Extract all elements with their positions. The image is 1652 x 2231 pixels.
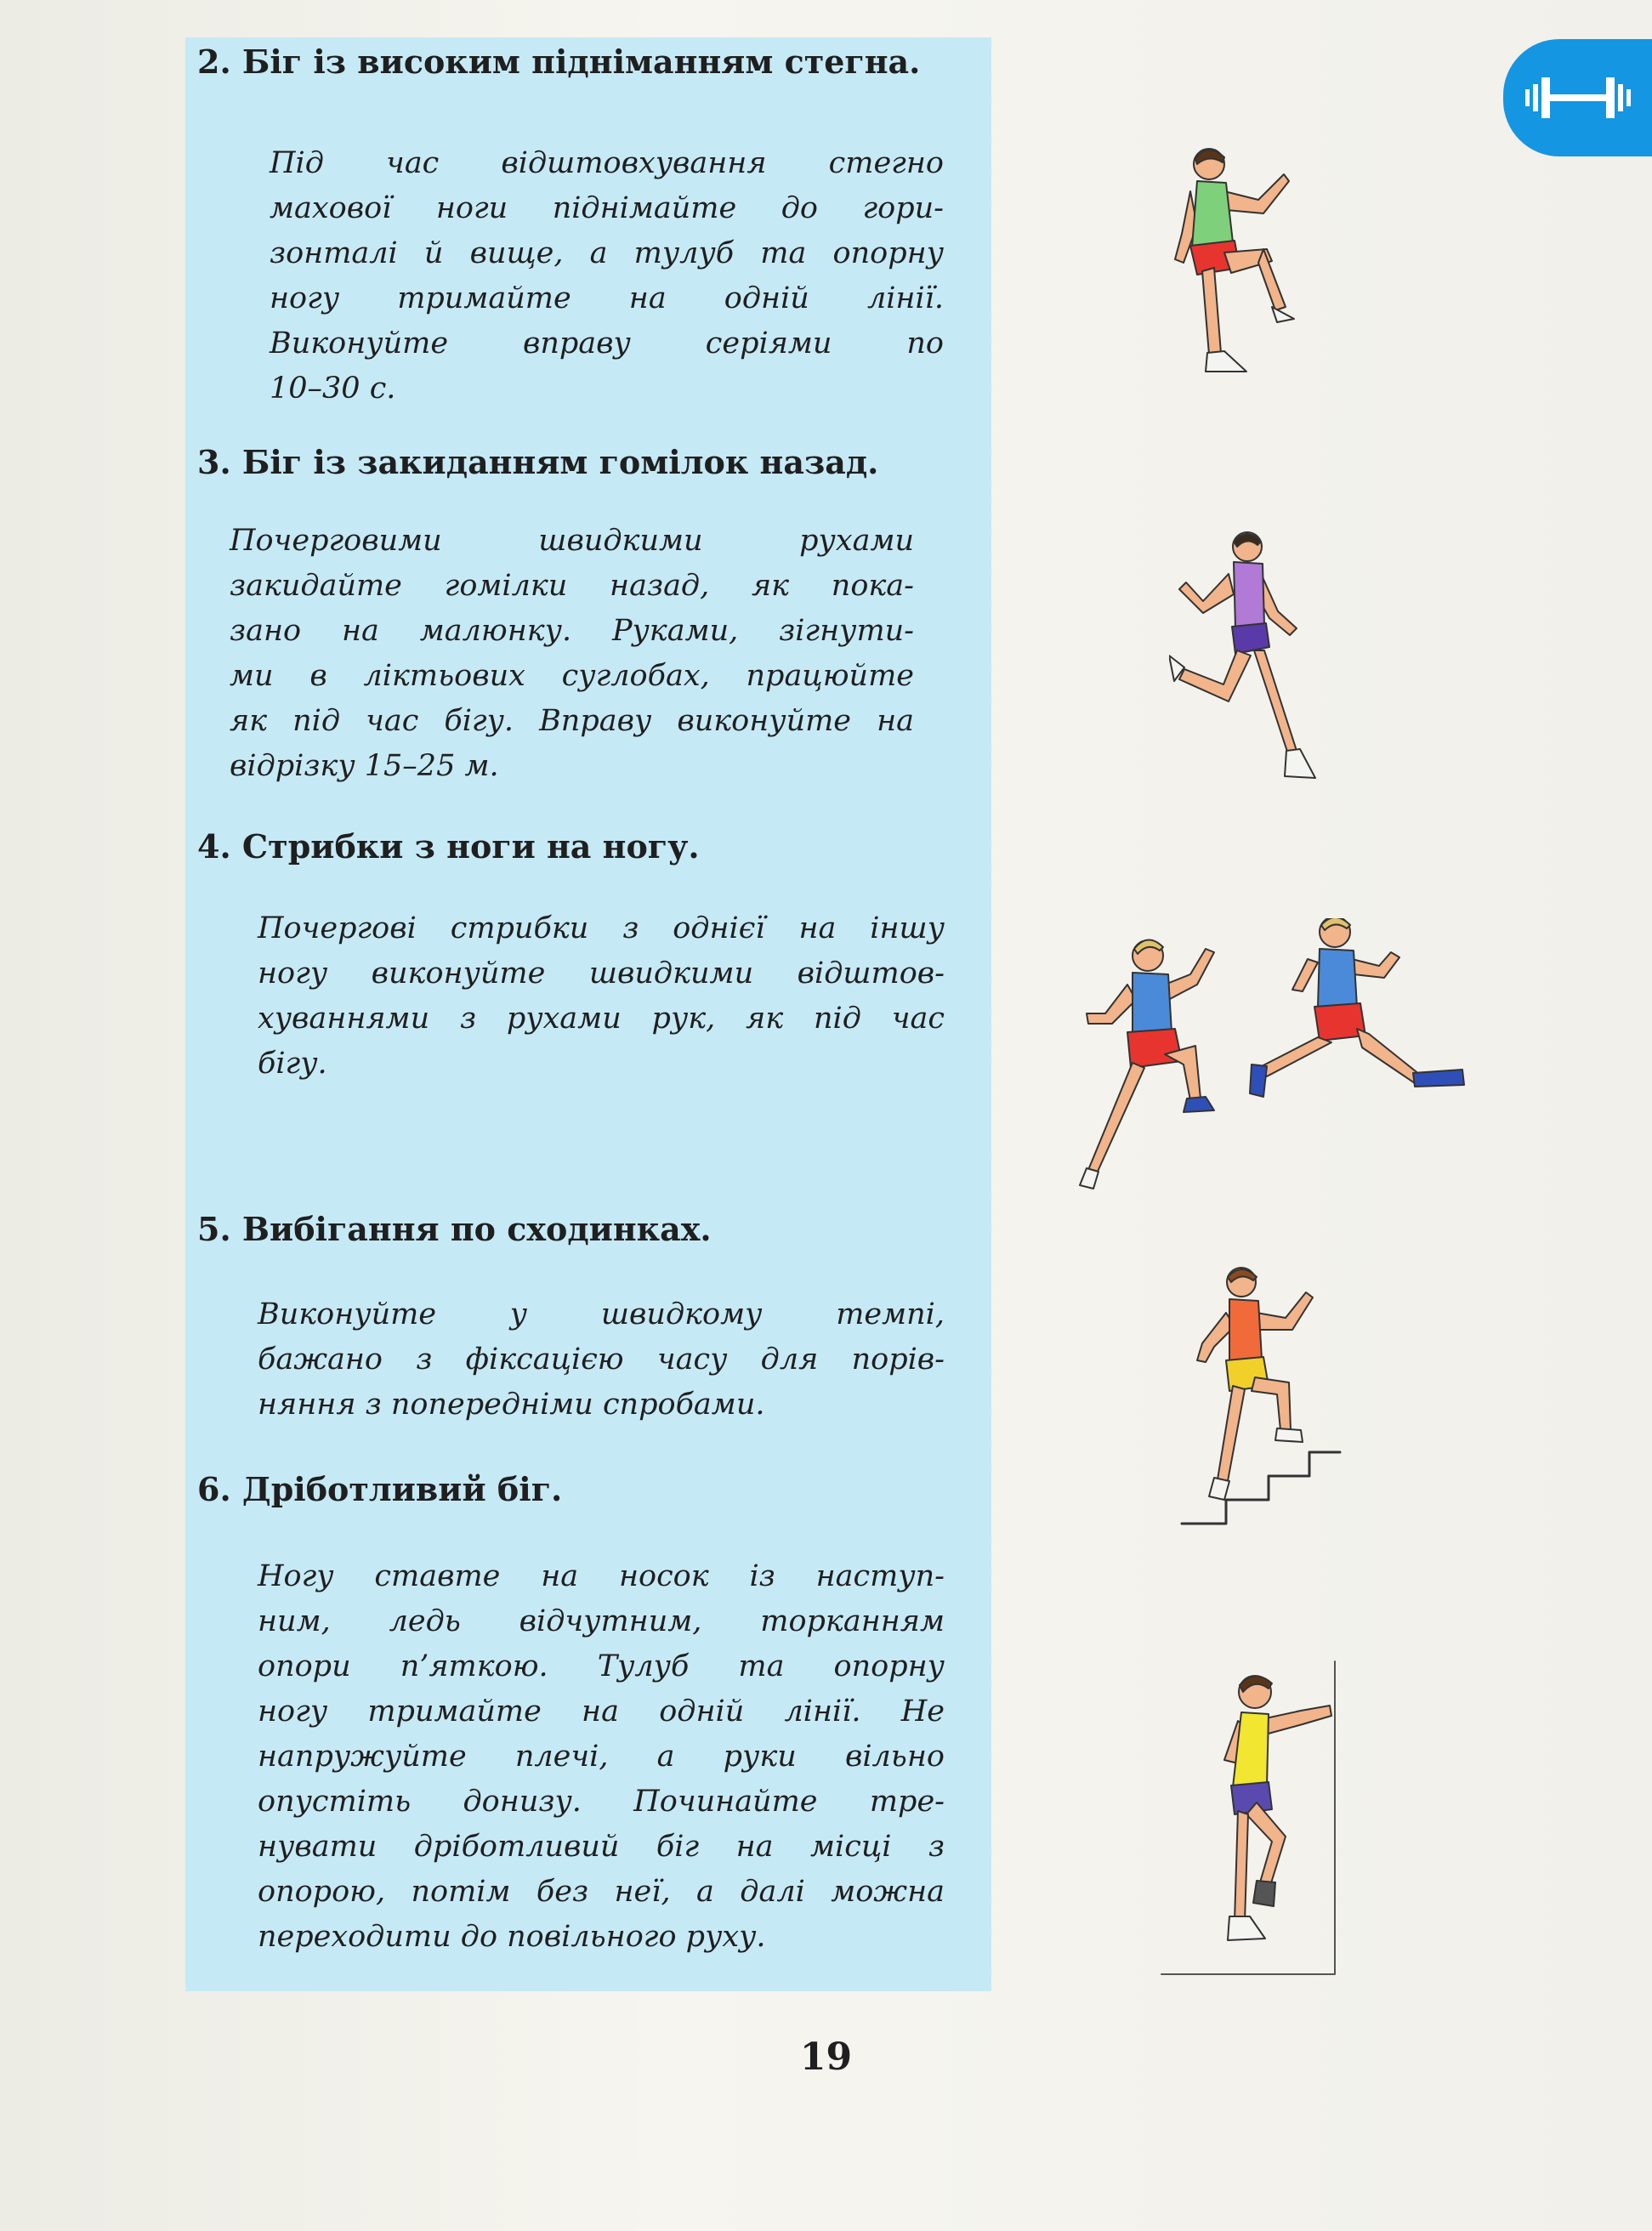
stair-runner-figure <box>1173 1258 1343 1539</box>
text-line: відрізку 15–25 м. <box>230 749 499 783</box>
page-number: 19 <box>799 2035 853 2079</box>
exercise-5-description <box>258 1292 945 1428</box>
text-line: Виконуйте вправу серіями по <box>270 326 944 360</box>
exercise-4-description <box>258 906 945 1087</box>
butt-kick-runner-figure <box>1169 523 1348 812</box>
text-line: бажано з фіксацією часу для порів- <box>258 1343 945 1377</box>
text-line: опорою, потім без неї, а далі можна <box>258 1875 945 1909</box>
text-line: ногу виконуйте швидкими відштов- <box>258 957 945 991</box>
text-line: ми в ліктьових суглобах, працюйте <box>230 659 914 693</box>
text-line: Почерговими швидкими рухами <box>230 524 914 558</box>
text-line: Ногу ставте на носок із наступ- <box>258 1559 945 1593</box>
text-line: переходити до повільного руху. <box>258 1920 766 1954</box>
text-line: ногу тримайте на одній лінії. <box>270 281 944 315</box>
bounding-runners-figure <box>1063 918 1479 1199</box>
text-line: Почергові стрибки з однієї на іншу <box>258 911 945 945</box>
text-line: Під час відштовхування стегно <box>270 146 944 180</box>
text-line: як під час бігу. Вправу виконуйте на <box>230 704 914 738</box>
text-line: опори п’яткою. Тулуб та опорну <box>258 1649 945 1683</box>
text-line: няння з попередніми спробами. <box>258 1388 765 1422</box>
section-tab <box>1503 39 1652 156</box>
wall-support-runner-figure <box>1156 1658 1343 1981</box>
text-line: бігу. <box>258 1047 327 1081</box>
text-line: опустіть донизу. Починайте тре- <box>258 1785 945 1819</box>
text-line: напружуйте плечі, а руки вільно <box>258 1740 945 1774</box>
text-line: зано на малюнку. Руками, зігнути- <box>230 614 914 648</box>
text-line: 10–30 с. <box>270 372 396 406</box>
exercise-3-description <box>230 519 914 789</box>
exercise-6-description <box>258 1554 945 1960</box>
text-line: ногу тримайте на одній лінії. Не <box>258 1695 945 1729</box>
text-line: ним, ледь відчутним, торканням <box>258 1604 945 1638</box>
text-line: закидайте гомілки назад, як пока- <box>230 569 914 603</box>
exercise-4-title: 4. Стрибки з ноги на ногу. <box>197 827 700 866</box>
high-knee-runner-figure <box>1097 140 1326 404</box>
exercise-2-description <box>270 141 944 412</box>
exercise-2-title: 2. Біг із високим підніманням стегна. <box>197 43 921 81</box>
exercise-3-title: 3. Біг із закиданням гомілок назад. <box>197 443 879 481</box>
dumbbell-icon <box>1525 72 1631 123</box>
exercise-5-title: 5. Вибігання по сходинках. <box>197 1210 712 1248</box>
text-line: зонталі й вище, а тулуб та опорну <box>270 236 944 270</box>
text-line: махової ноги піднімайте до гори- <box>270 191 944 225</box>
text-line: хуваннями з рухами рук, як під час <box>258 1002 945 1036</box>
text-line: Виконуйте у швидкому темпі, <box>258 1297 945 1331</box>
exercise-6-title: 6. Дріботливий біг. <box>197 1470 563 1508</box>
text-line: нувати дріботливий біг на місці з <box>258 1830 945 1864</box>
